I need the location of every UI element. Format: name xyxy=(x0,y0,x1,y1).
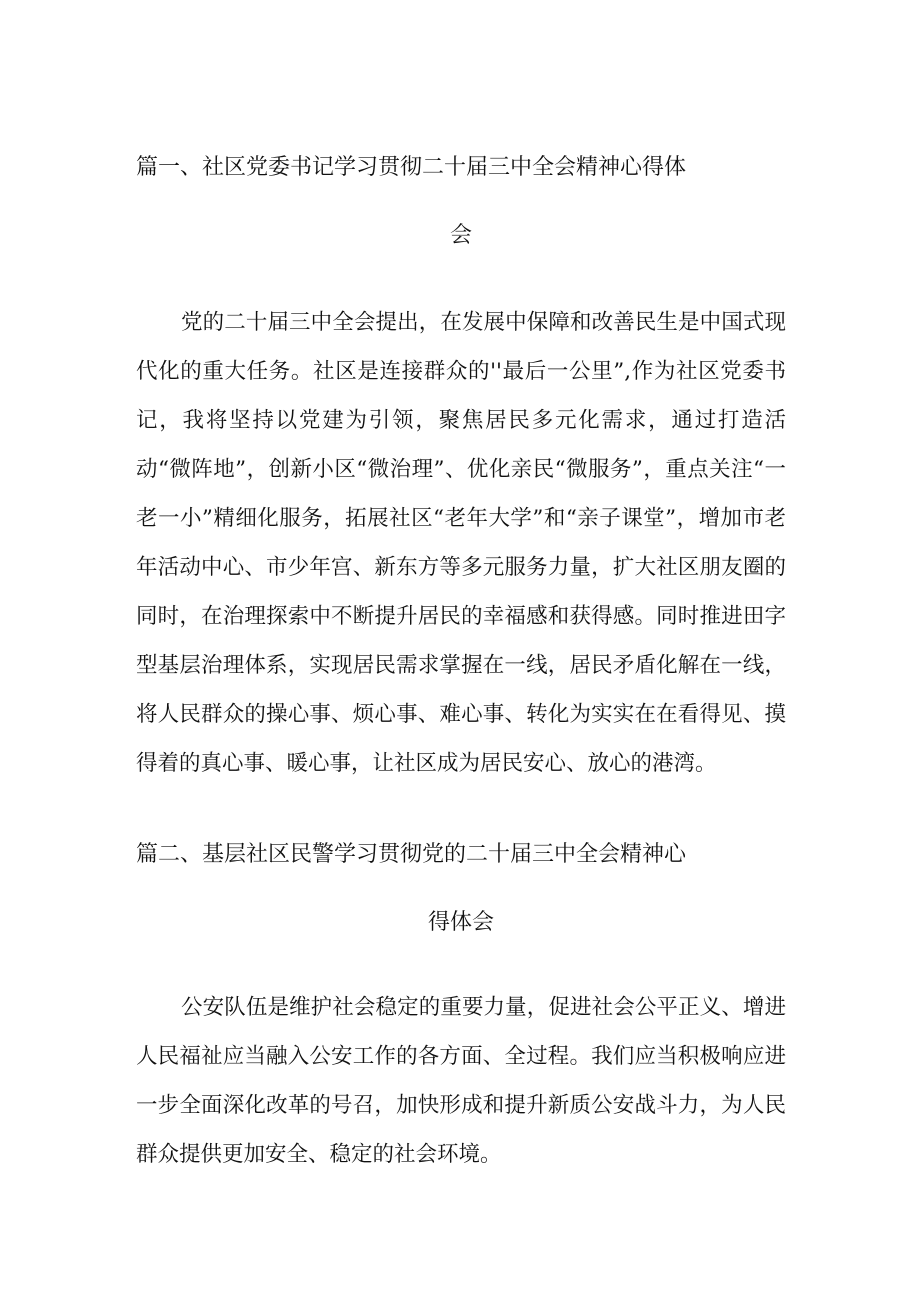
section-1-heading xyxy=(136,151,786,253)
section-1-heading-line2: 会 xyxy=(449,223,472,248)
section-2-heading-line2: 得体会 xyxy=(427,910,494,935)
section-2-heading xyxy=(136,838,786,940)
section-2-heading-line1: 篇二、基层社区民警学习贯彻党的二十届三中全会精神心 xyxy=(136,842,687,867)
section-1-heading-line1: 篇一、社区党委书记学习贯彻二十届三中全会精神心得体 xyxy=(136,155,687,180)
section-2-paragraph: 公安队伍是维护社会稳定的重要力量，促进社会公平正义、增进人民福祉应当融入公安工作的各方面、全过程。我们应当积极响应进一步全面深化改革的号召，加快形成和提升新质公安战斗力，为人民群众提供更加安全、稳定的社会环境。 xyxy=(136,995,786,1167)
section-1-paragraph: 党的二十届三中全会提出，在发展中保障和改善民生是中国式现代化的重大任务。社区是连接群众的''最后一公里”,作为社区党委书记，我将坚持以党建为引领，聚焦居民多元化需求，通过打造活动“微阵地”，创新小区“微治理”、优化亲民“微服务”，重点关注“一老一小”精细化服务，拓展社区“老年大学”和“亲子课堂”，增加市老年活动中心、市少年宫、新东方等多元服务力量，扩大社区朋友圈的同时，在治理探索中不断提升居民的幸福感和获得感。同时推进田字型基层治理体系，实现居民需求掌握在一线，居民矛盾化解在一线，将人民群众的操心事、烦心事、难心事、转化为实实在在看得见、摸得着的真心事、暖心事，让社区成为居民安心、放心的港湾。 xyxy=(136,310,786,776)
